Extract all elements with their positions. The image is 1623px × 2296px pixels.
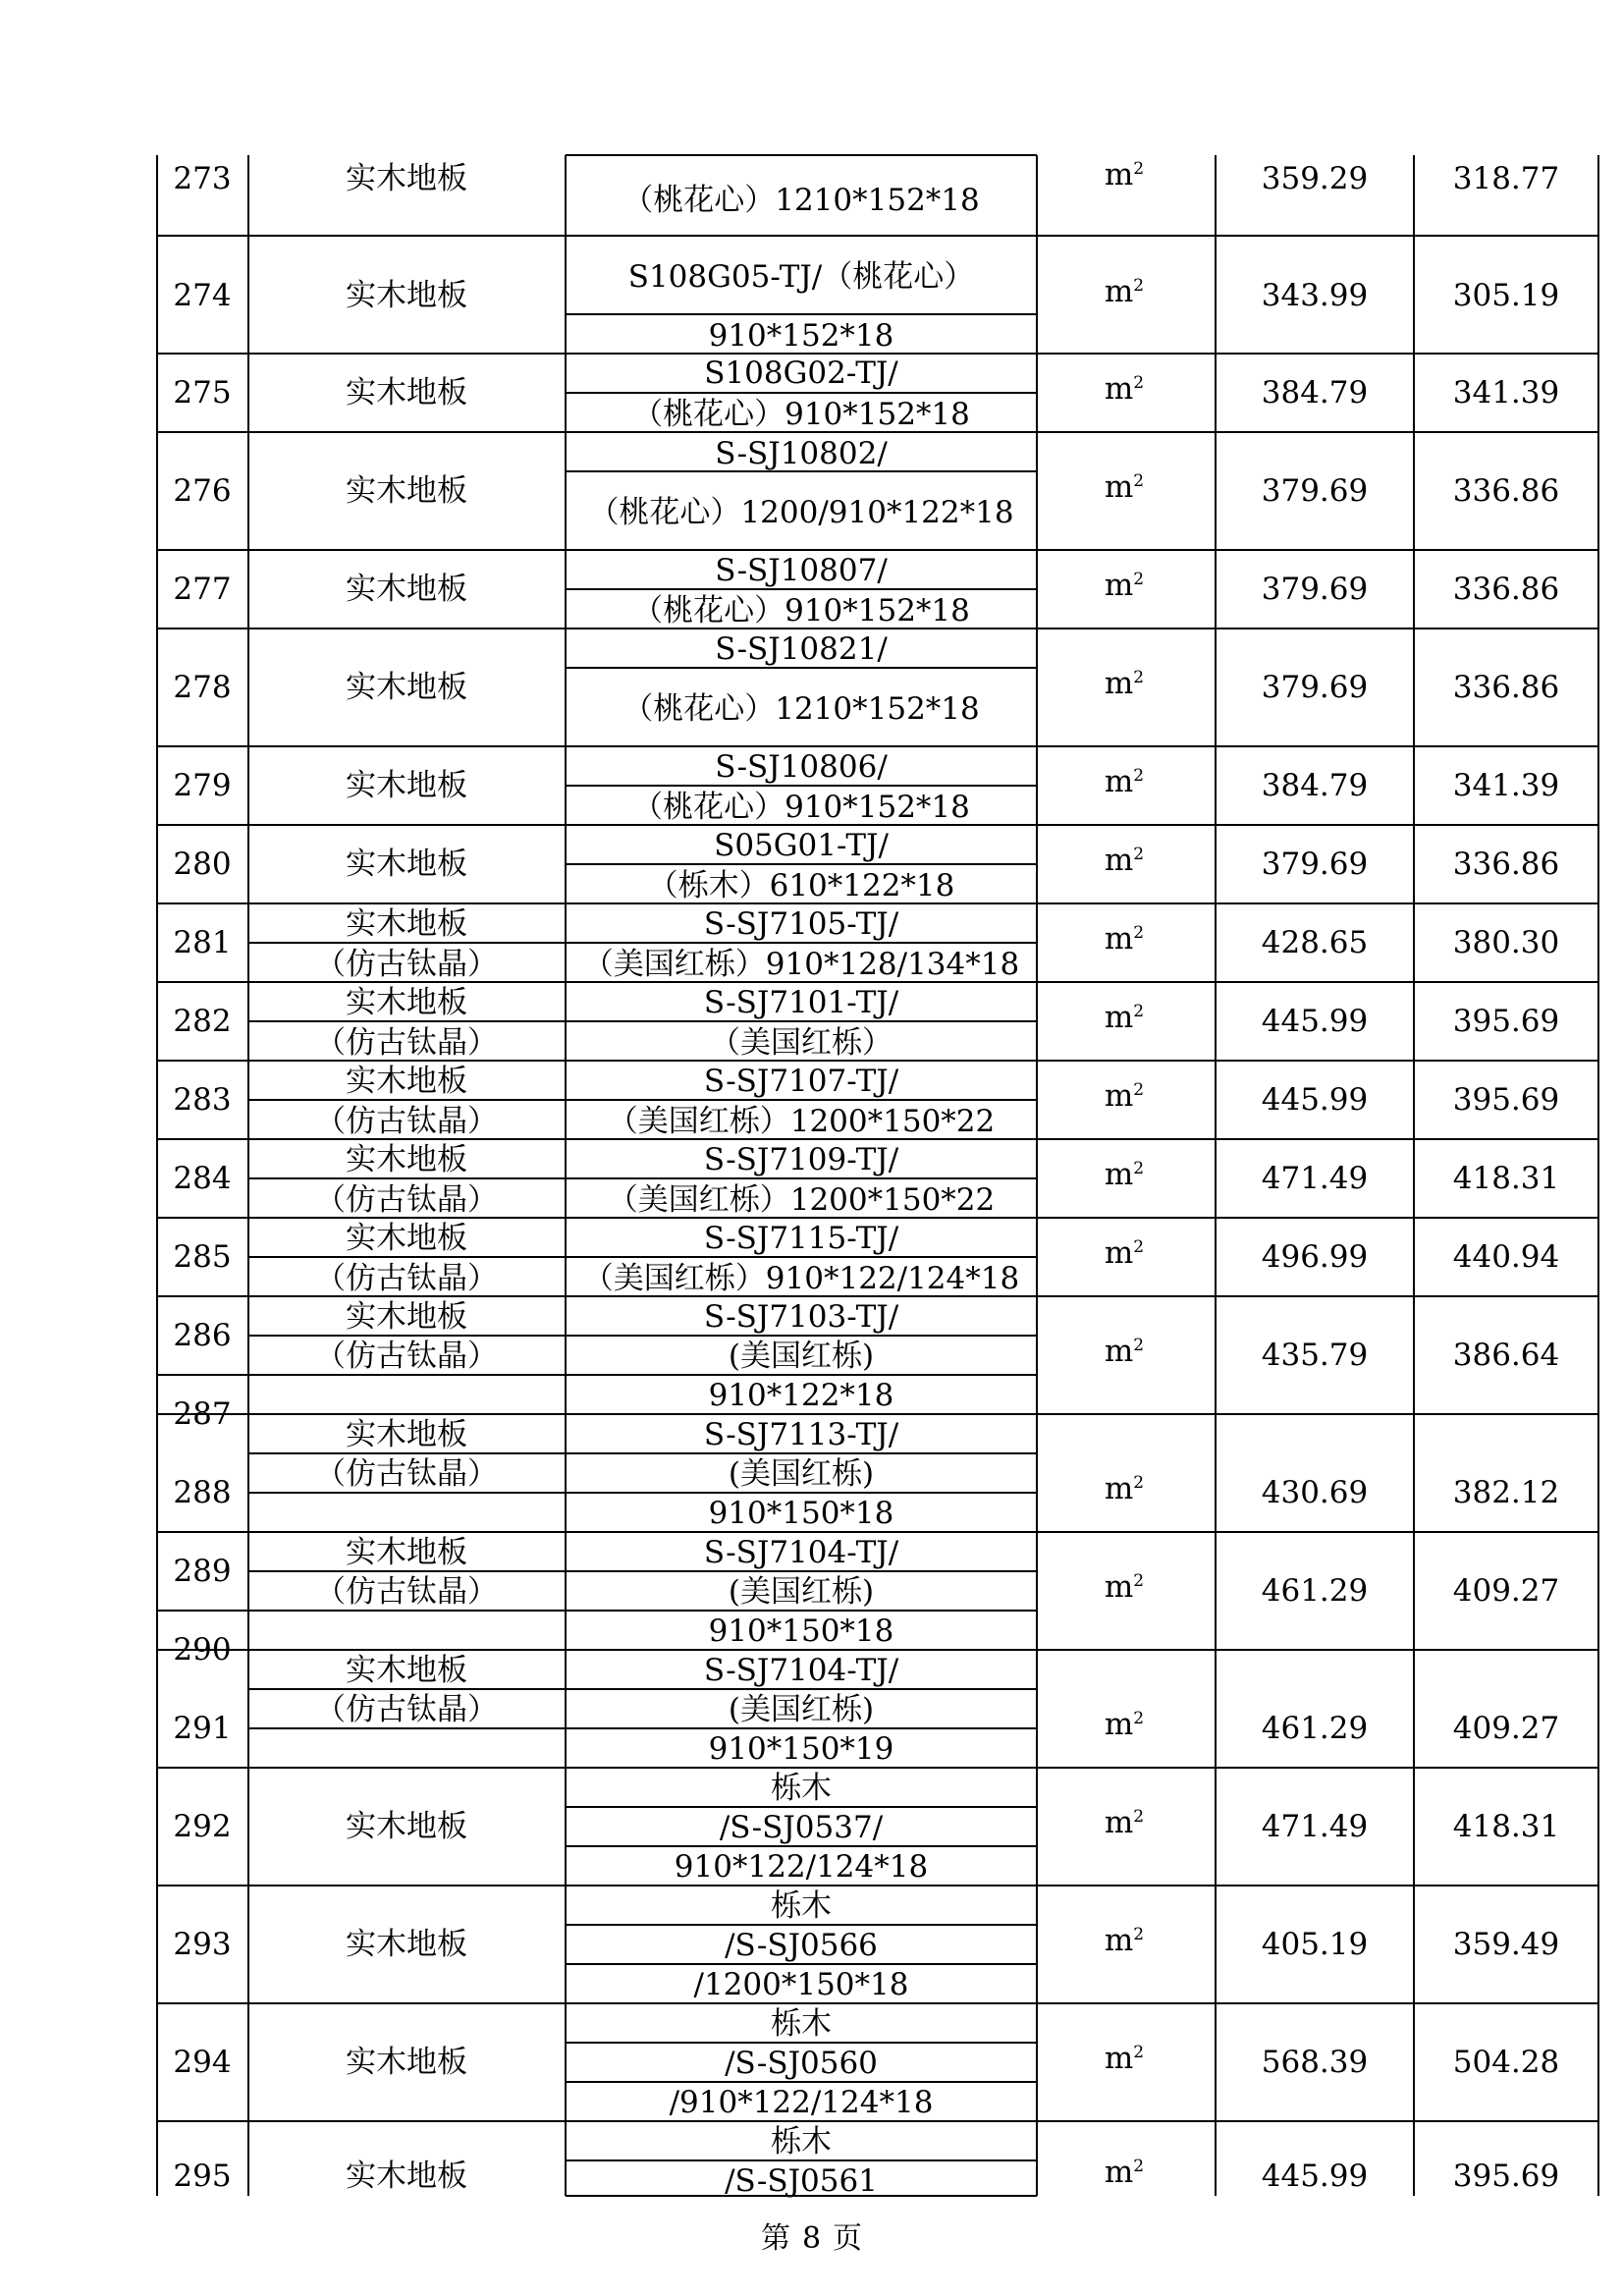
page-footer [0, 2221, 1623, 2257]
price-2: 418.31 [1452, 1161, 1560, 1196]
product-spec: （美国红栎）1200*150*22 [607, 1104, 996, 1139]
name-line-separator [248, 1570, 566, 1572]
product-name: 实木地板 [346, 1809, 467, 1844]
name-line-separator [248, 1452, 566, 1454]
product-name: （仿古钛晶） [315, 1339, 498, 1374]
row-number: 290 [173, 1632, 232, 1667]
unit-superscript: 2 [1133, 1709, 1145, 1728]
unit [1041, 469, 1208, 505]
product-name: （仿古钛晶） [315, 947, 498, 982]
product-spec: S-SJ7107-TJ/ [703, 1064, 899, 1099]
price-2: 359.49 [1452, 1927, 1560, 1962]
spec-line-separator [566, 2081, 1037, 2083]
price-2: 382.12 [1452, 1475, 1560, 1510]
unit-superscript: 2 [1133, 1807, 1145, 1827]
product-spec: 栎木 [771, 1888, 832, 1924]
row-border [157, 1885, 1598, 1886]
spec-line-separator [566, 1806, 1037, 1808]
unit-base: m [1104, 1471, 1134, 1506]
spec-line-separator [566, 1688, 1037, 1690]
price-2: 504.28 [1452, 2045, 1560, 2080]
product-name: 实木地板 [346, 768, 467, 803]
name-line-separator [248, 942, 566, 944]
product-spec: S-SJ10806/ [715, 749, 888, 785]
unit-base: m [1104, 469, 1134, 505]
product-spec: （桃花心）1210*152*18 [622, 183, 980, 218]
price-1: 343.99 [1261, 278, 1369, 313]
spec-line-separator [566, 1492, 1037, 1494]
price-1: 379.69 [1261, 847, 1369, 882]
spec-line-separator [566, 785, 1037, 787]
col-border-unit [1215, 155, 1217, 2196]
price-1: 384.79 [1261, 375, 1369, 410]
price-1: 428.65 [1261, 925, 1369, 960]
spec-line-separator [566, 1963, 1037, 1965]
unit [1041, 371, 1208, 407]
product-name: 实木地板 [346, 278, 467, 313]
unit-base: m [1104, 1235, 1134, 1271]
price-2: 409.27 [1452, 1711, 1560, 1746]
row-number: 284 [173, 1161, 232, 1196]
price-2: 418.31 [1452, 1809, 1560, 1844]
unit [1041, 274, 1208, 309]
unit [1041, 1235, 1208, 1271]
row-number: 287 [173, 1396, 232, 1432]
unit-base: m [1104, 1707, 1134, 1742]
unit-superscript: 2 [1133, 159, 1145, 179]
name-line-separator [248, 1492, 566, 1494]
row-number: 282 [173, 1004, 232, 1039]
product-name: 实木地板 [346, 473, 467, 509]
product-name: 实木地板 [346, 2159, 467, 2194]
row-number: 285 [173, 1239, 232, 1275]
spec-line-separator [566, 942, 1037, 944]
footer-page-number: 8 [801, 2221, 822, 2256]
price-2: 395.69 [1452, 1004, 1560, 1039]
price-1: 379.69 [1261, 670, 1369, 705]
price-2: 395.69 [1452, 1082, 1560, 1118]
product-spec: 910*122/124*18 [674, 1849, 929, 1885]
product-spec: （栎木）610*122*18 [647, 868, 955, 903]
row-number: 292 [173, 1809, 232, 1844]
row-border [157, 2120, 1598, 2122]
product-name: 实木地板 [346, 1535, 467, 1570]
spec-line-separator [566, 392, 1037, 394]
unit-superscript: 2 [1133, 2043, 1145, 2062]
unit-superscript: 2 [1133, 1336, 1145, 1355]
product-spec: （桃花心）1210*152*18 [622, 691, 980, 727]
product-spec: S-SJ7104-TJ/ [703, 1653, 899, 1688]
product-spec: S108G05-TJ/（桃花心） [627, 259, 975, 295]
product-spec: S-SJ10802/ [715, 436, 888, 471]
no-separator [157, 1610, 248, 1612]
product-spec: 910*150*18 [708, 1613, 894, 1649]
row-number: 291 [173, 1711, 232, 1746]
row-number: 278 [173, 670, 232, 705]
product-spec: S-SJ7105-TJ/ [703, 906, 899, 942]
product-name: （仿古钛晶） [315, 1692, 498, 1727]
price-2: 341.39 [1452, 375, 1560, 410]
col-border-price1 [1413, 155, 1415, 2196]
unit-base: m [1104, 274, 1134, 309]
unit-base: m [1104, 1334, 1134, 1369]
product-name: 实木地板 [346, 985, 467, 1020]
product-spec: S-SJ7104-TJ/ [703, 1535, 899, 1570]
row-number: 276 [173, 473, 232, 509]
price-2: 336.86 [1452, 847, 1560, 882]
row-border [157, 1649, 1598, 1651]
unit-superscript: 2 [1133, 2157, 1145, 2176]
spec-line-separator [566, 1924, 1037, 1926]
price-2: 336.86 [1452, 670, 1560, 705]
unit [1041, 1805, 1208, 1840]
row-number: 289 [173, 1554, 232, 1589]
product-spec: /S-SJ0566 [725, 1928, 878, 1963]
row-number: 288 [173, 1475, 232, 1510]
product-name: （仿古钛晶） [315, 1182, 498, 1218]
product-name: （仿古钛晶） [315, 1025, 498, 1061]
row-number: 275 [173, 375, 232, 410]
price-2: 336.86 [1452, 473, 1560, 509]
unit-base: m [1104, 157, 1134, 192]
unit-base: m [1104, 1923, 1134, 1958]
product-spec: S-SJ7109-TJ/ [703, 1142, 899, 1177]
spec-line-separator [566, 1256, 1037, 1258]
unit [1041, 843, 1208, 878]
unit [1041, 1078, 1208, 1114]
product-spec: 910*122*18 [708, 1378, 894, 1413]
product-spec: (美国红栎) [728, 1339, 875, 1374]
product-spec: 910*150*19 [708, 1731, 894, 1767]
row-border [157, 1531, 1598, 1533]
spec-line-separator [566, 1845, 1037, 1847]
price-2: 341.39 [1452, 768, 1560, 803]
spec-line-separator [566, 1452, 1037, 1454]
col-border-spec [1036, 155, 1038, 2196]
unit [1041, 1569, 1208, 1605]
unit [1041, 764, 1208, 799]
row-number: 286 [173, 1318, 232, 1353]
spec-line-separator [566, 863, 1037, 865]
unit-base: m [1104, 666, 1134, 701]
unit-superscript: 2 [1133, 1002, 1145, 1021]
price-2: 386.64 [1452, 1338, 1560, 1373]
price-1: 430.69 [1261, 1475, 1369, 1510]
unit [1041, 1000, 1208, 1035]
unit [1041, 1707, 1208, 1742]
product-spec: S-SJ7103-TJ/ [703, 1299, 899, 1335]
row-number: 294 [173, 2045, 232, 2080]
unit-base: m [1104, 921, 1134, 957]
product-name: 实木地板 [346, 572, 467, 607]
col-border-right [1597, 155, 1599, 2196]
unit-base: m [1104, 1078, 1134, 1114]
spec-line-separator [566, 1177, 1037, 1179]
price-1: 445.99 [1261, 1004, 1369, 1039]
spec-line-separator [566, 1020, 1037, 1022]
product-spec: （美国红栎） [710, 1025, 893, 1061]
unit-base: m [1104, 764, 1134, 799]
product-spec: （桃花心）910*152*18 [632, 397, 970, 432]
price-2: 336.86 [1452, 572, 1560, 607]
unit-superscript: 2 [1133, 923, 1145, 943]
name-line-separator [248, 1256, 566, 1258]
price-1: 496.99 [1261, 1239, 1369, 1275]
unit-base: m [1104, 2041, 1134, 2076]
price-1: 471.49 [1261, 1161, 1369, 1196]
product-name: 实木地板 [346, 1064, 467, 1099]
no-separator [157, 1374, 248, 1376]
unit-base: m [1104, 843, 1134, 878]
price-1: 445.99 [1261, 1082, 1369, 1118]
price-1: 568.39 [1261, 2045, 1369, 2080]
unit [1041, 1471, 1208, 1506]
unit-base: m [1104, 568, 1134, 603]
price-2: 305.19 [1452, 278, 1560, 313]
product-name: 实木地板 [346, 161, 467, 196]
product-spec: (美国红栎) [728, 1456, 875, 1492]
name-line-separator [248, 1099, 566, 1101]
name-line-separator [248, 1335, 566, 1337]
row-border [157, 549, 1598, 551]
spec-line-separator [566, 2042, 1037, 2044]
product-name: 实木地板 [346, 906, 467, 942]
product-spec: /S-SJ0560 [725, 2046, 878, 2081]
row-number: 281 [173, 925, 232, 960]
product-spec: (美国红栎) [728, 1574, 875, 1610]
product-spec: S-SJ7115-TJ/ [703, 1221, 899, 1256]
row-number: 277 [173, 572, 232, 607]
product-spec: /S-SJ0537/ [719, 1810, 884, 1845]
unit-superscript: 2 [1133, 570, 1145, 589]
price-2: 409.27 [1452, 1573, 1560, 1609]
product-name: （仿古钛晶） [315, 1261, 498, 1296]
price-1: 461.29 [1261, 1573, 1369, 1609]
price-1: 359.29 [1261, 161, 1369, 196]
row-number: 273 [173, 161, 232, 196]
price-2: 440.94 [1452, 1239, 1560, 1275]
spec-top-border [566, 154, 1037, 156]
product-spec: (美国红栎) [728, 1692, 875, 1727]
name-line-separator [248, 1727, 566, 1729]
spec-line-separator [566, 1610, 1037, 1612]
unit-base: m [1104, 1805, 1134, 1840]
col-border-name [565, 155, 567, 2196]
footer-suffix: 页 [833, 2221, 863, 2256]
unit [1041, 2041, 1208, 2076]
unit-superscript: 2 [1133, 471, 1145, 491]
spec-line-separator [566, 588, 1037, 590]
product-spec: 栎木 [771, 1771, 832, 1806]
price-1: 405.19 [1261, 1927, 1369, 1962]
unit [1041, 666, 1208, 701]
name-line-separator [248, 1020, 566, 1022]
product-name: 实木地板 [346, 1927, 467, 1962]
row-border [157, 235, 1598, 237]
product-spec: （美国红栎）910*122/124*18 [582, 1261, 1020, 1296]
unit-superscript: 2 [1133, 1237, 1145, 1257]
product-spec: S-SJ10821/ [715, 631, 888, 667]
unit [1041, 1334, 1208, 1369]
spec-line-separator [566, 313, 1037, 315]
price-1: 384.79 [1261, 768, 1369, 803]
unit-base: m [1104, 1569, 1134, 1605]
product-name: 实木地板 [346, 1221, 467, 1256]
product-spec: /S-SJ0561 [725, 2163, 878, 2199]
unit-superscript: 2 [1133, 373, 1145, 393]
unit-superscript: 2 [1133, 1159, 1145, 1178]
unit-superscript: 2 [1133, 766, 1145, 786]
unit-superscript: 2 [1133, 845, 1145, 864]
product-name: 实木地板 [346, 1299, 467, 1335]
price-1: 445.99 [1261, 2159, 1369, 2194]
price-1: 379.69 [1261, 572, 1369, 607]
unit-superscript: 2 [1133, 1080, 1145, 1100]
product-name: （仿古钛晶） [315, 1574, 498, 1610]
product-spec: （桃花心）1200/910*122*18 [588, 495, 1014, 530]
price-2: 380.30 [1452, 925, 1560, 960]
product-spec: （桃花心）910*152*18 [632, 790, 970, 825]
product-spec: S05G01-TJ/ [714, 828, 889, 863]
row-number: 279 [173, 768, 232, 803]
unit-base: m [1104, 371, 1134, 407]
row-number: 295 [173, 2159, 232, 2194]
unit-superscript: 2 [1133, 1925, 1145, 1944]
price-1: 435.79 [1261, 1338, 1369, 1373]
product-spec: /910*122/124*18 [669, 2085, 934, 2120]
product-spec: 910*150*18 [708, 1496, 894, 1531]
row-border [157, 1767, 1598, 1769]
name-line-separator [248, 1610, 566, 1612]
spec-line-separator [566, 667, 1037, 669]
row-number: 280 [173, 847, 232, 882]
row-border [157, 1413, 1598, 1415]
product-spec: （美国红栎）910*128/134*18 [582, 947, 1020, 982]
product-name: 实木地板 [346, 1417, 467, 1452]
spec-line-separator [566, 1335, 1037, 1337]
name-line-separator [248, 1688, 566, 1690]
product-spec: 910*152*18 [708, 318, 894, 354]
product-spec: S-SJ7113-TJ/ [703, 1417, 899, 1452]
spec-line-separator [566, 1099, 1037, 1101]
product-name: 实木地板 [346, 670, 467, 705]
unit [1041, 2155, 1208, 2190]
product-name: 实木地板 [346, 847, 467, 882]
price-2: 395.69 [1452, 2159, 1560, 2194]
spec-line-separator [566, 1374, 1037, 1376]
product-spec: （桃花心）910*152*18 [632, 593, 970, 629]
price-1: 471.49 [1261, 1809, 1369, 1844]
name-line-separator [248, 1177, 566, 1179]
product-name: 实木地板 [346, 375, 467, 410]
product-spec: （美国红栎）1200*150*22 [607, 1182, 996, 1218]
price-1: 461.29 [1261, 1711, 1369, 1746]
price-1: 379.69 [1261, 473, 1369, 509]
unit-superscript: 2 [1133, 668, 1145, 687]
unit-base: m [1104, 1157, 1134, 1192]
unit-superscript: 2 [1133, 1473, 1145, 1493]
unit-base: m [1104, 2155, 1134, 2190]
product-name: （仿古钛晶） [315, 1104, 498, 1139]
product-spec: /1200*150*18 [693, 1967, 909, 2002]
unit-superscript: 2 [1133, 276, 1145, 296]
product-name: 实木地板 [346, 1142, 467, 1177]
spec-line-separator [566, 1570, 1037, 1572]
footer-prefix: 第 [760, 2221, 790, 2256]
unit [1041, 157, 1208, 192]
row-number: 283 [173, 1082, 232, 1118]
product-spec: S-SJ10807/ [715, 553, 888, 588]
unit-base: m [1104, 1000, 1134, 1035]
product-name: 实木地板 [346, 1653, 467, 1688]
unit [1041, 568, 1208, 603]
unit-superscript: 2 [1133, 1571, 1145, 1591]
product-spec: S108G02-TJ/ [704, 355, 898, 391]
unit [1041, 1157, 1208, 1192]
spec-line-separator [566, 2159, 1037, 2161]
product-spec: 栎木 [771, 2006, 832, 2042]
name-line-separator [248, 1374, 566, 1376]
unit [1041, 1923, 1208, 1958]
product-name: 实木地板 [346, 2045, 467, 2080]
row-border [157, 2002, 1598, 2004]
spec-line-separator [566, 1727, 1037, 1729]
price-2: 318.77 [1452, 161, 1560, 196]
row-number: 293 [173, 1927, 232, 1962]
product-spec: S-SJ7101-TJ/ [703, 985, 899, 1020]
row-number: 274 [173, 278, 232, 313]
row-border [157, 745, 1598, 747]
unit [1041, 921, 1208, 957]
product-name: （仿古钛晶） [315, 1456, 498, 1492]
product-spec: 栎木 [771, 2124, 832, 2159]
